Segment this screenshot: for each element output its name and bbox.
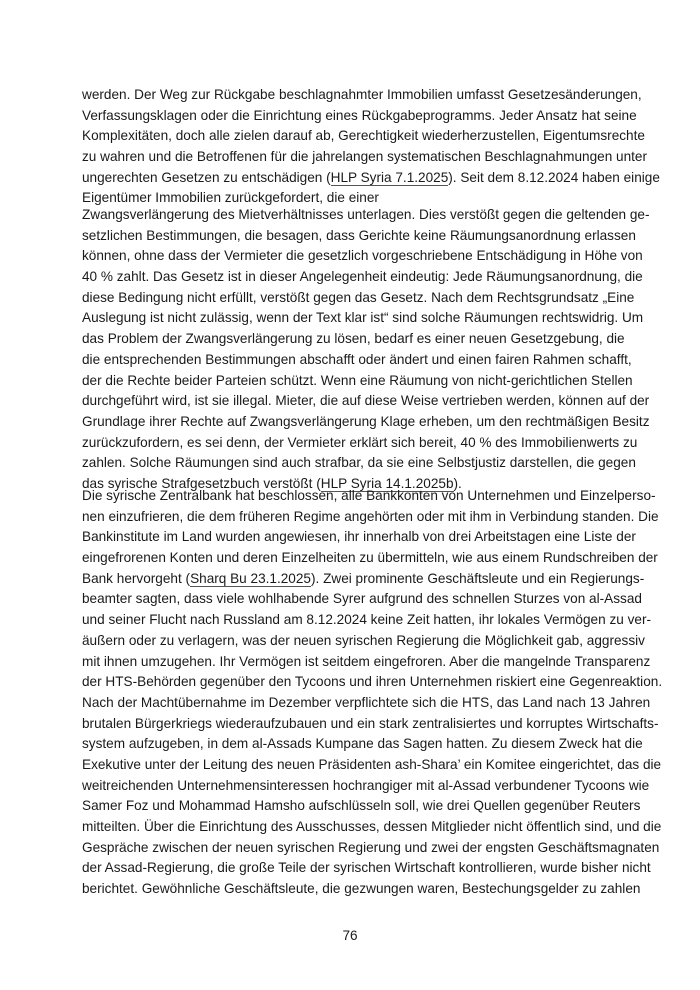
text-line: mit ihnen umzugehen. Ihr Vermögen ist seitdem eingefroren. Aber die mangelnde Transparenz	[82, 653, 651, 669]
citation-link[interactable]: HLP Syria 14.1.2025b	[320, 475, 454, 491]
text-line: beamter sagten, dass viele wohlhabende Syrer aufgrund des schnellen Sturzes von al-Assad	[82, 591, 642, 607]
paragraph-central-bank	[82, 486, 663, 900]
text-line: Komplexitäten, doch alle zielen darauf ab, Gerechtigkeit wiederherzustellen, Eigentumsrechte	[82, 128, 645, 144]
text-line: Exekutive unter der Leitung des neuen Präsidenten ash-Shara’ ein Komitee eingerichtet, das die	[82, 756, 662, 772]
text-line: nen einzufrieren, die dem früheren Regime angehörten oder mit ihm in Verbindung standen. Die	[82, 508, 659, 524]
text-line: weitreichenden Unternehmensinteressen hochrangiger mit al-Assad verbundener Tycoons wie	[82, 777, 650, 793]
text-line: das Problem der Zwangsverlängerung zu lösen, bedarf es einer neuen Gesetzgebung, die	[82, 331, 625, 347]
citation-link[interactable]: Sharq Bu 23.1.2025	[190, 570, 311, 586]
text-line: Nach der Machtübernahme im Dezember verpflichtete sich die HTS, das Land nach 13 Jahren	[82, 694, 651, 710]
text-line: Grundlage ihrer Rechte auf Zwangsverlängerung Klage erheben, um den rechtmäßigen Besitz	[82, 413, 650, 429]
text-line: der die Rechte beider Parteien schützt. Wenn eine Räumung von nicht-gerichtlichen Stellen	[82, 372, 633, 388]
text-line: zurückzufordern, es sei denn, der Vermieter erklärt sich bereit, 40 % des Immobilienwerts zu	[82, 434, 638, 450]
text-segment: ).	[453, 475, 462, 491]
text-line: Eigentümer Immobilien zurückgefordert, die einer	[82, 190, 379, 206]
text-line: der Assad-Regierung, die große Teile der syrischen Wirtschaft kontrollieren, wurde bisher nicht	[82, 860, 651, 876]
text-line: setzlichen Bestimmungen, die besagen, dass Gerichte keine Räumungsanordnung erlassen	[82, 227, 636, 243]
paragraph-forced-extension	[82, 205, 650, 495]
text-line: berichtet. Gewöhnliche Geschäftsleute, die gezwungen waren, Bestechungsgelder zu zahlen	[82, 881, 641, 897]
text-line: können, ohne dass der Vermieter die gesetzlich vorgeschriebene Entschädigung in Höhe von	[82, 248, 643, 264]
text-line: Bankinstitute im Land wurden angewiesen, ihr innerhalb von drei Arbeitstagen eine Liste der	[82, 529, 636, 545]
text-line: diese Bedingung nicht erfüllt, verstößt gegen das Gesetz. Nach dem Rechtsgrundsatz „Eine	[82, 289, 635, 305]
text-line: und seiner Flucht nach Russland am 8.12.2024 keine Zeit hatten, ihr lokales Vermögen zu ver-	[82, 612, 651, 628]
citation-link[interactable]: HLP Syria 7.1.2025	[330, 169, 449, 185]
text-line: Samer Foz und Mohammad Hamsho aufschlüsseln soll, wie drei Quellen gegenüber Reuters	[82, 798, 641, 814]
text-line: durchgeführt wird, ist sie illegal. Mieter, die auf diese Weise vertrieben werden, können auf der	[82, 393, 650, 409]
text-line: mitteilten. Über die Einrichtung des Ausschusses, dessen Mitglieder nicht öffentlich sind, und die	[82, 819, 662, 834]
text-segment: ). Zwei prominente Geschäftsleute und ein Regierungs-	[311, 570, 645, 586]
text-line: Die syrische Zentralbank hat beschlossen, alle Bankkonten von Unternehmen und Einzelperso-	[82, 488, 656, 503]
text-line: zahlen. Solche Räumungen sind auch strafbar, da sie eine Selbstjustiz darstellen, die gegen	[82, 455, 636, 471]
text-segment: ). Seit dem 8.12.2024 haben einige	[448, 169, 660, 185]
text-line: eingefrorenen Konten und deren Einzelheiten zu übermitteln, wie aus einem Rundschreiben der	[82, 550, 658, 566]
text-line: Zwangsverlängerung des Mietverhältnisses unterlagen. Dies verstößt gegen die geltenden ge-	[82, 207, 650, 222]
text-line: äußern oder zu verlagern, was der neuen syrischen Regierung die Möglichkeit gab, aggressiv	[82, 632, 645, 648]
text-line	[82, 168, 660, 189]
text-line: Auslegung ist nicht zulässig, wenn der Text klar ist“ sind solche Räumungen rechtswidrig. Um	[82, 310, 644, 326]
text-line: der HTS-Behörden gegenüber den Tycoons und ihren Unternehmen riskiert eine Gegenreaktion.	[82, 674, 663, 690]
paragraph-restitution	[82, 85, 660, 209]
text-line: Verfassungsklagen oder die Einrichtung eines Rückgabeprogramms. Jeder Ansatz hat seine	[82, 107, 637, 123]
text-line: 40 % zahlt. Das Gesetz ist in dieser Angelegenheit eindeutig: Jede Räumungsanordnung, die	[82, 269, 643, 285]
text-line: die entsprechenden Bestimmungen abschafft oder ändert und einen fairen Rahmen schafft,	[82, 351, 632, 367]
text-line: Gespräche zwischen der neuen syrischen Regierung und zwei der engsten Geschäftsmagnaten	[82, 839, 660, 855]
text-line	[82, 569, 645, 590]
text-segment: Bank hervorgeht (	[82, 570, 191, 586]
text-line: brutalen Bürgerkriegs wiederaufzubauen und ein stark zentralisiertes und korruptes Wirtschafts-	[82, 715, 659, 731]
text-line: zu wahren und die Betroffenen für die jahrelangen systematischen Beschlagnahmungen unter	[82, 149, 648, 165]
text-line: system aufzugeben, in dem al-Assads Kumpane das Sagen hatten. Zu diesem Zweck hat die	[82, 736, 643, 752]
text-segment: ungerechten Gesetzen zu entschädigen (	[82, 169, 331, 185]
text-line: werden. Der Weg zur Rückgabe beschlagnahmter Immobilien umfasst Gesetzesänderungen,	[82, 87, 642, 102]
page-number: 76	[342, 928, 358, 943]
text-segment: das syrische Strafgesetzbuch verstößt (	[82, 475, 321, 491]
